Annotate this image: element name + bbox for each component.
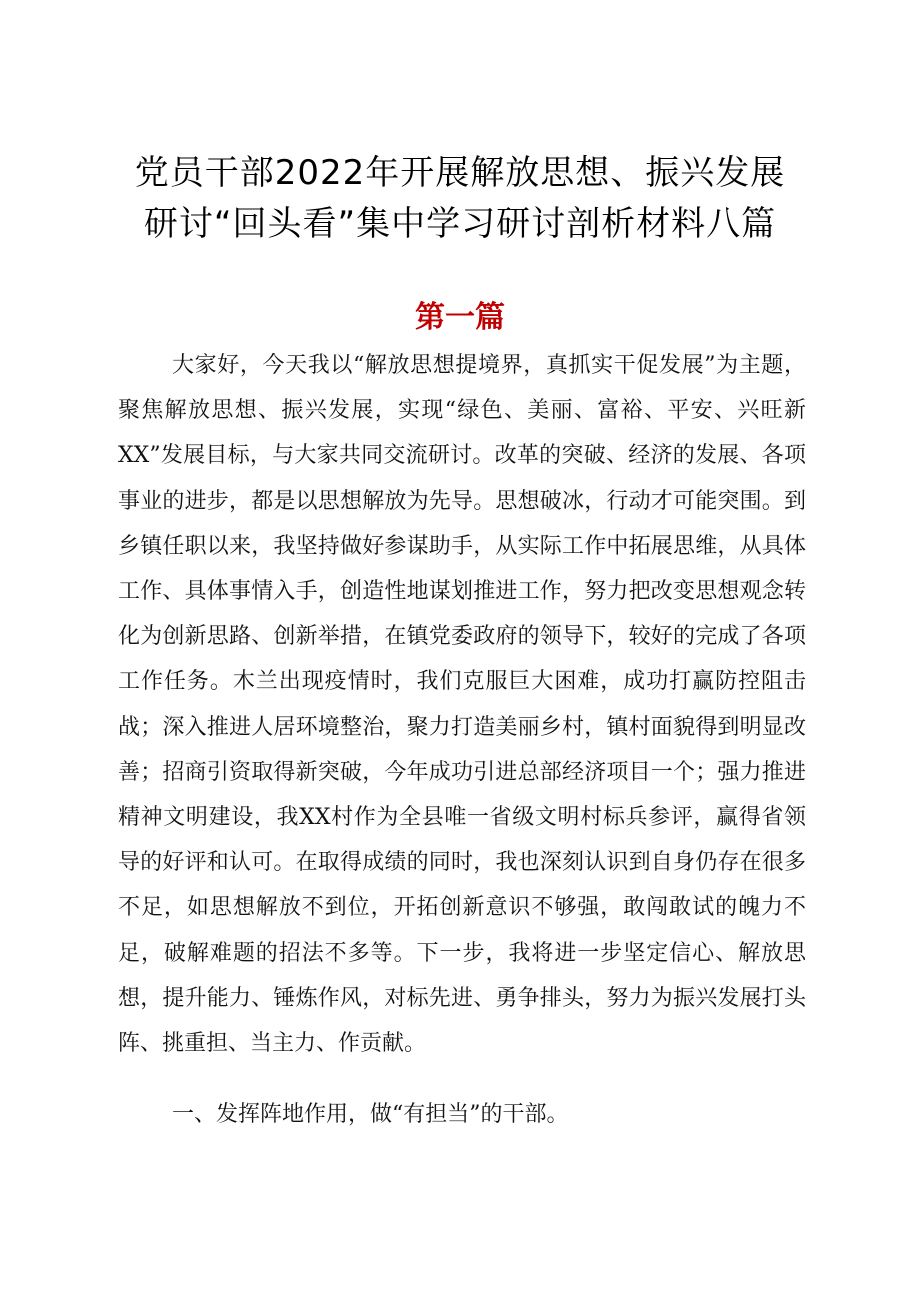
body-paragraph: 大家好，今天我以“解放思想提境界，真抓实干促发展”为主题，聚焦解放思想、振兴发展，实现“绿色、美丽、富裕、平安、兴旺新XX”发展目标，与大家共同交流研讨。改革的突破、经济的发展、各项事业的进步，都是以思想解放为先导。思想破冰，行动才可能突围。到乡镇任职以来，我坚持做好参谋助手，从实际工作中拓展思维，从具体工作、具体事情入手，创造性地谋划推进工作，努力把改变思想观念转化为创新思路、创新举措，在镇党委政府的领导下，较好的完成了各项工作任务。木兰出现疫情时，我们克服巨大困难，成功打赢防控阻击战；深入推进人居环境整治，聚力打造美丽乡村，镇村面貌得到明显改善；招商引资取得新突破，今年成功引进总部经济项目一个；强力推进精神文明建设，我XX村作为全县唯一省级文明村标兵参评，赢得省领导的好评和认可。在取得成绩的同时，我也深刻认识到自身仍存在很多不足，如思想解放不到位，开拓创新意识不够强，敢闯敢试的魄力不足，破解难题的招法不多等。下一步，我将进一步坚定信心、解放思想，提升能力、锤炼作风，对标先进、勇争排头，努力为振兴发展打头阵、挑重担、当主力、作贡献。 [118, 353, 806, 1057]
section-heading: 第一篇 [415, 300, 505, 335]
document-title: 党员干部2022年开展解放思想、振兴发展研讨“回头看”集中学习研讨剖析材料八篇 [134, 153, 786, 244]
sub-heading: 一、发挥阵地作用，做“有担当”的干部。 [172, 1102, 569, 1127]
